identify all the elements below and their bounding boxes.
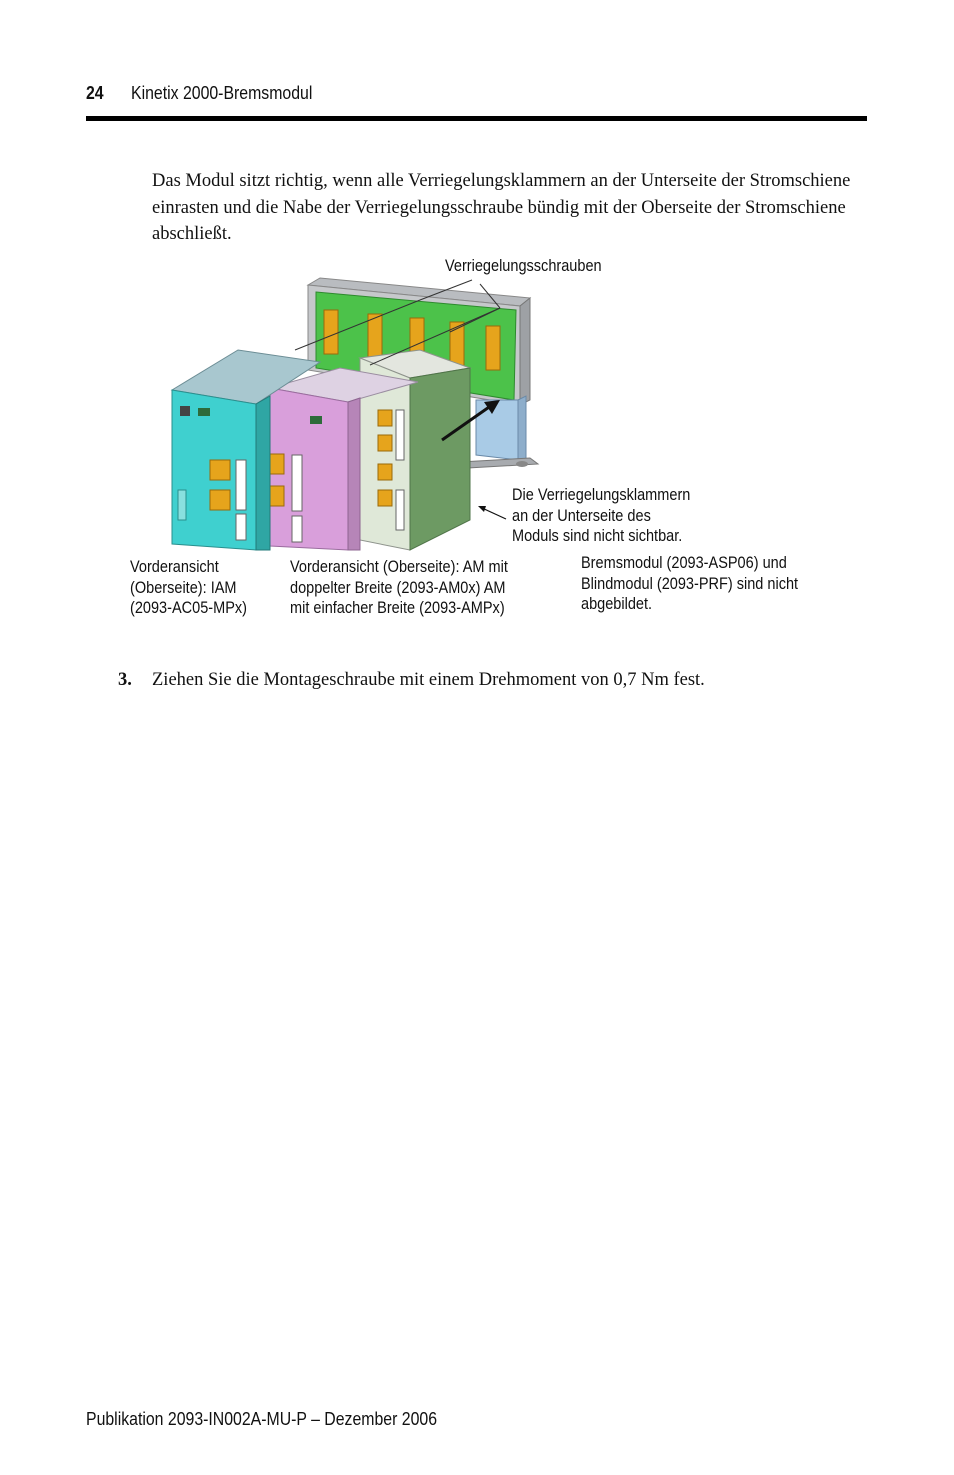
label-clips-line-2: an der Unterseite des: [512, 506, 651, 525]
publication-footer: Publikation 2093-IN002A-MU-P – Dezember 2006: [86, 1409, 438, 1429]
label-am-front-view: [290, 557, 536, 619]
running-header-title: Kinetix 2000-Bremsmodul: [131, 83, 313, 103]
label-brake-line-2: Blindmodul (2093-PRF) sind nicht: [581, 574, 799, 593]
step-text: Ziehen Sie die Montageschraube mit einem Drehmoment von 0,7 Nm fest.: [152, 670, 705, 690]
label-iam-front-view: [130, 557, 262, 619]
label-brake-line-3: abgebildet.: [581, 595, 653, 613]
intro-paragraph: Das Modul sitzt richtig, wenn alle Verriegelungsklammern an der Unterseite der Stromschiene einrasten und die Nabe der Verriegelungsschraube bündig mit der Oberseite der Stromschiene abschließt.: [152, 171, 851, 244]
label-locking-screws: Verriegelungsschrauben: [445, 257, 602, 275]
module-installation-figure: [120, 250, 840, 630]
label-am-line-1: Vorderansicht (Oberseite): AM mit: [290, 558, 508, 576]
label-locking-clips: [512, 485, 714, 547]
page-number: 24: [86, 83, 104, 103]
label-am-line-2: doppelter Breite (2093-AM0x) AM: [290, 578, 506, 597]
header-rule: [86, 116, 867, 121]
step-number: 3.: [118, 670, 132, 690]
label-brake-line-1: Bremsmodul (2093-ASP06) und: [581, 554, 787, 572]
label-clips-line-1: Die Verriegelungsklammern: [512, 486, 691, 504]
label-am-line-3: mit einfacher Breite (2093-AMPx): [290, 599, 505, 617]
label-iam-line-2: (Oberseite): IAM: [130, 578, 237, 597]
label-clips-line-3: Moduls sind nicht sichtbar.: [512, 527, 683, 545]
label-iam-line-3: (2093-AC05-MPx): [130, 599, 248, 617]
clips-callout-line: [478, 506, 506, 519]
label-iam-line-1: Vorderansicht: [130, 558, 219, 576]
label-brake-module-note: [581, 553, 845, 615]
